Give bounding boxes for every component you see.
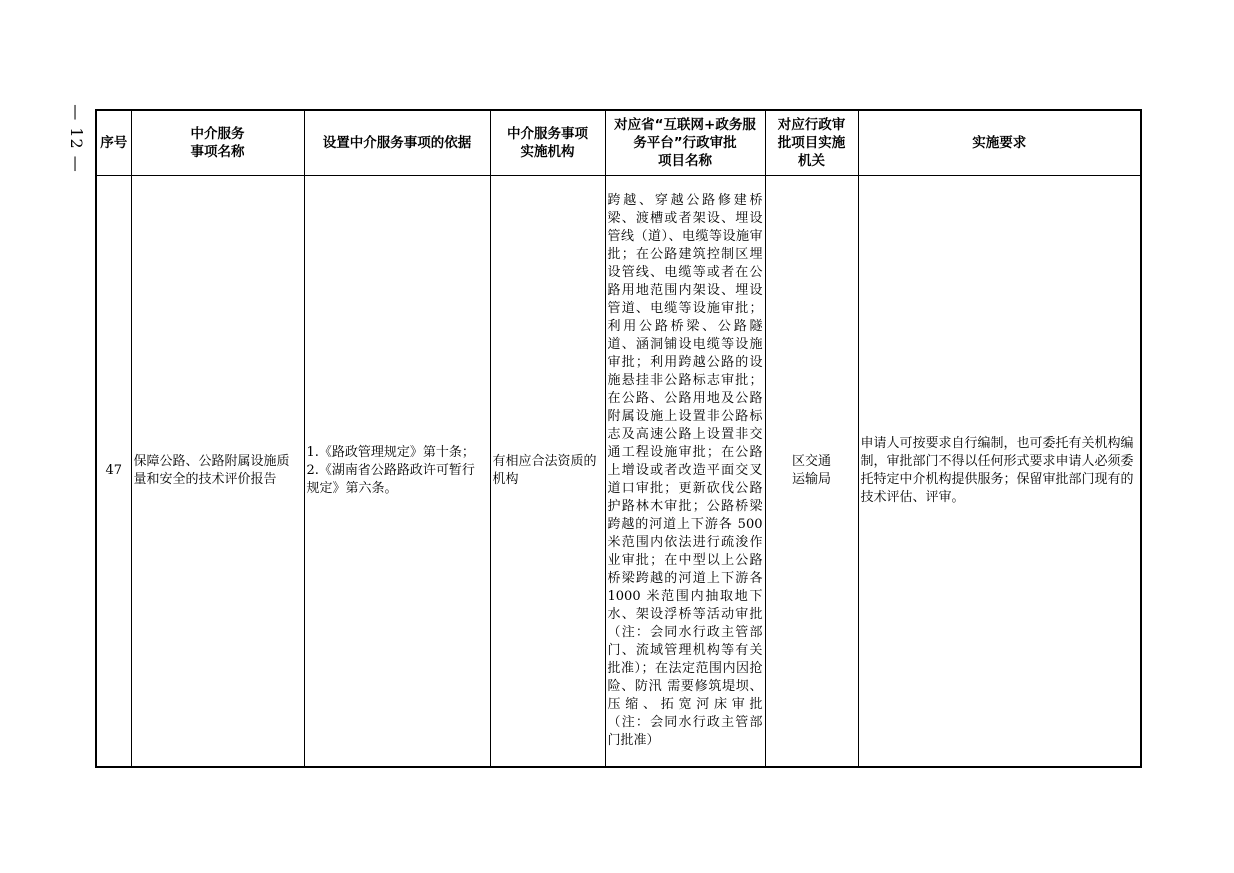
cell-basis-text: 1.《路政管理规定》第十条； 2.《湖南省公路路政许可暂行规定》第六条。 [306,445,475,496]
cell-agency-text: 区交通 运输局 [791,454,831,487]
header-agency [765,110,858,176]
cell-agency [765,176,858,768]
header-req: 实施要求 [858,110,1141,176]
cell-org: 有相应合法资质的机构 [490,176,605,768]
header-agency-text: 对应行政审 批项目实施 机关 [777,117,846,169]
header-basis: 设置中介服务事项的依据 [304,110,490,176]
page-number [58,103,94,173]
header-name [131,110,304,176]
header-name-text: 中介服务 事项名称 [190,126,245,160]
cell-seq: 47 [96,176,131,768]
table-row [96,176,1141,768]
page-number-text: — 12 — [66,103,86,173]
table-header-row [96,110,1141,176]
header-org-text: 中介服务事项 实施机构 [507,126,588,160]
header-seq: 序号 [96,110,131,176]
header-org [490,110,605,176]
cell-name: 保障公路、公路附属设施质量和安全的技术评价报告 [131,176,304,768]
cell-req: 申请人可按要求自行编制，也可委托有关机构编制，审批部门不得以任何形式要求申请人必须委托特定中介机构提供服务；保留审批部门现有的技术评估、评审。 [858,176,1141,768]
cell-basis [304,176,490,768]
header-approval-text: 对应省“互联网+政务服务平台”行政审批 项目名称 [614,117,756,169]
intermediary-services-table [95,109,1142,768]
cell-approval: 跨越、穿越公路修建桥梁、渡槽或者架设、埋设管线（道）、电缆等设施审批；在公路建筑控制区埋设管线、电缆等或者在公路用地范围内架设、埋设管道、电缆等设施审批；利用公路桥梁、公路隧道、涵洞铺设电缆等设施审批；利用跨越公路的设施悬挂非公路标志审批；在公路、公路用地及公路附属设施上设置非公路标志及高速公路上设置非交通工程设施审批；在公路上增设或者改造平面交叉道口审批；更新砍伐公路护路林木审批；公路桥梁跨越的河道上下游各 500 米范围内依法进行疏浚作业审批；在中型以上公路桥梁跨越的河道上下游各 1000 米范围内抽取地下水、架设浮桥等活动审批（注：会同水行政主管部门、流域管理机构等有关批准）；在法定范围内因抢险、防汛 需要修筑堤坝、压缩、拓宽河床审批（注：会同水行政主管部门批准） [605,176,765,768]
header-approval [605,110,765,176]
